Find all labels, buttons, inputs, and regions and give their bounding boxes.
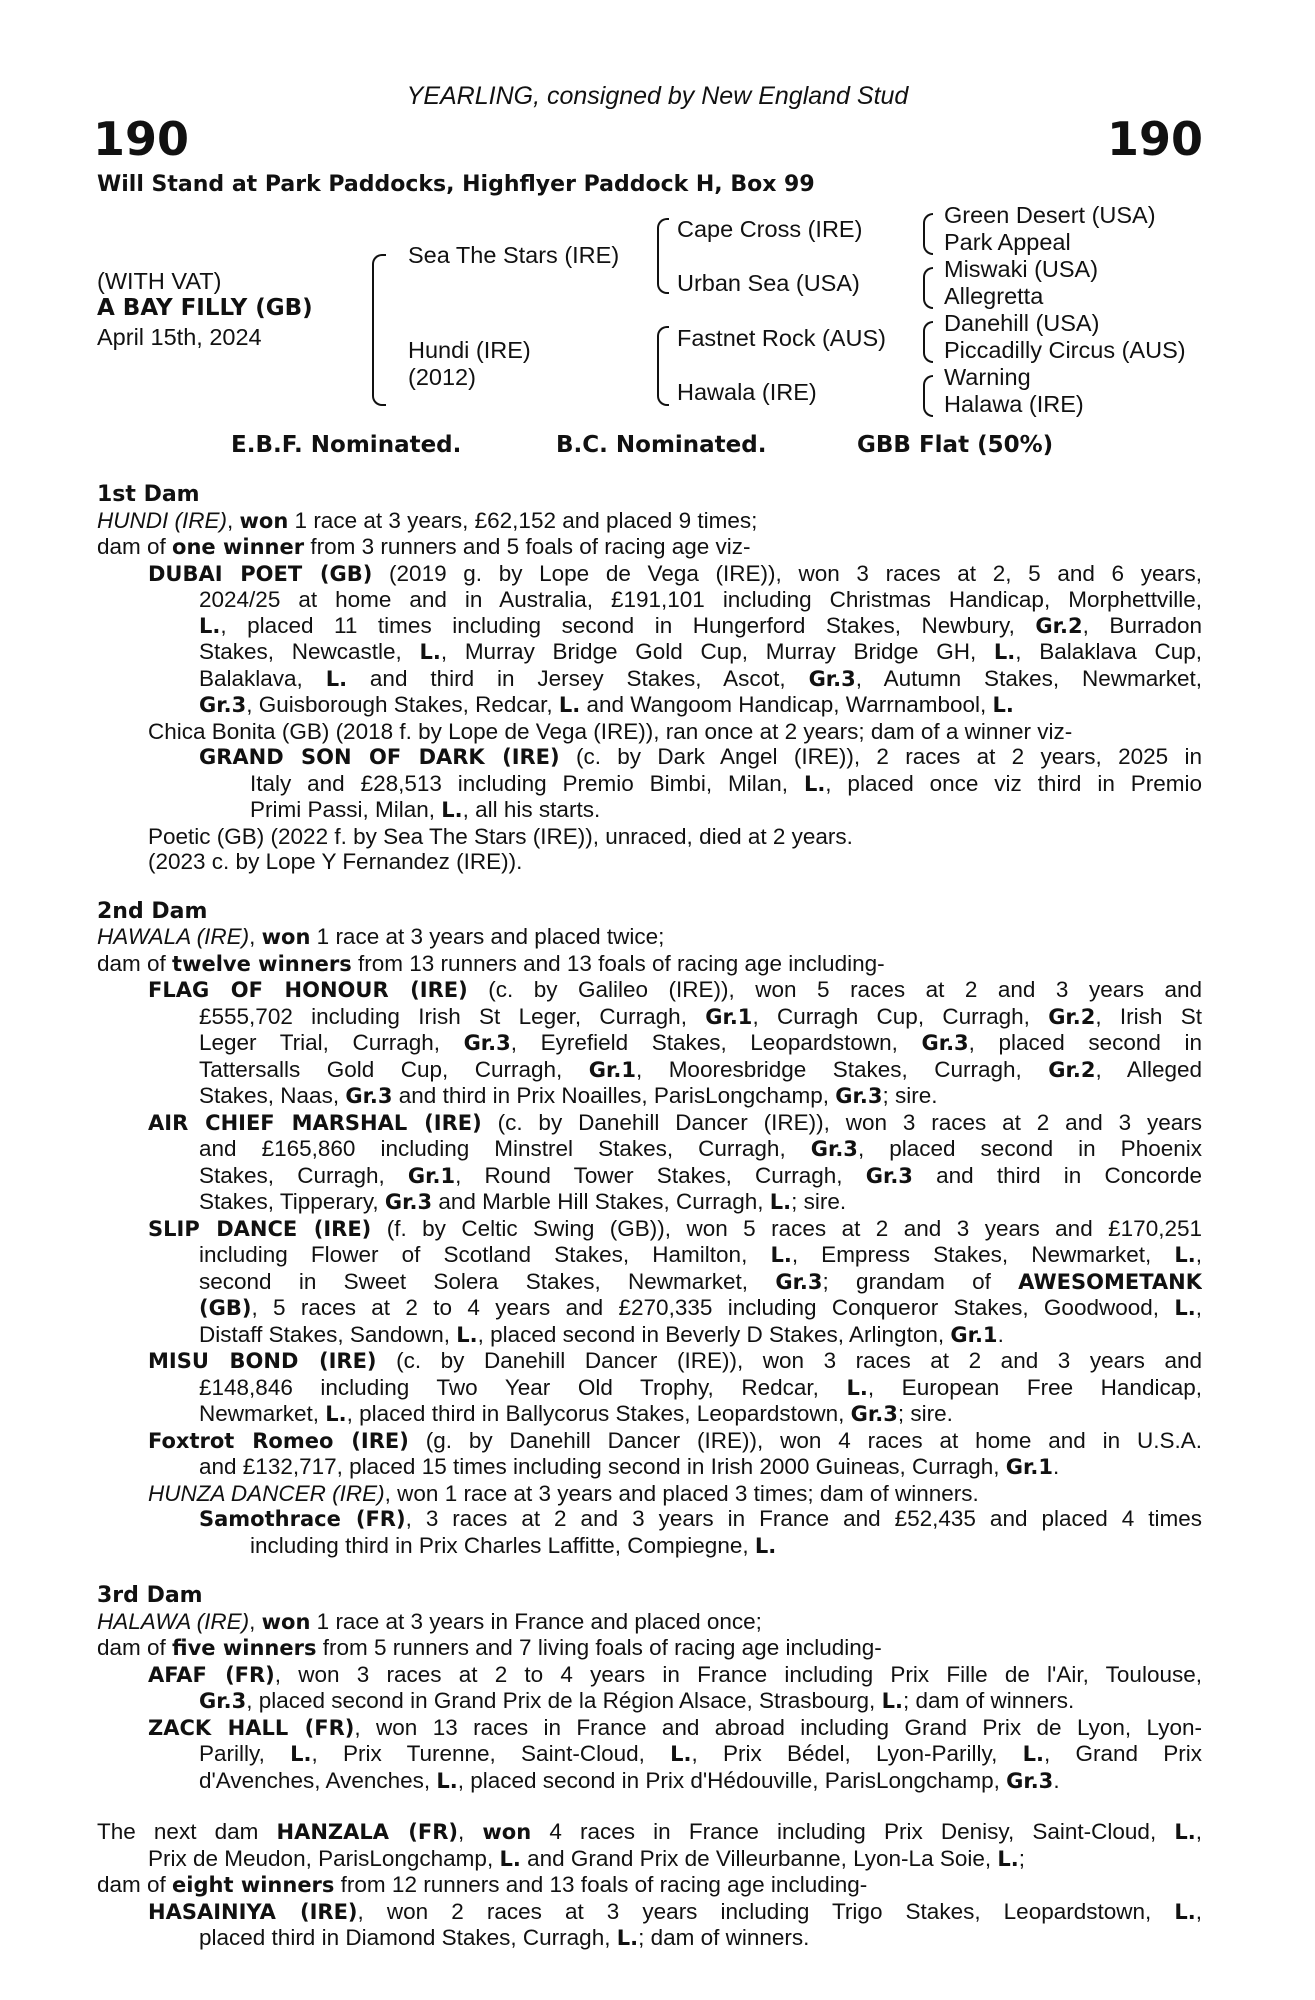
dam2-line: Stakes, Curragh, Gr.1, Round Tower Stakes, Curragh, Gr.3 and third in Concorde	[199, 1162, 1202, 1188]
pedigree-brace-dam	[657, 326, 669, 406]
dam2-line: including Flower of Scotland Stakes, Hamilton, L., Empress Stakes, Newmarket, L.,	[199, 1242, 1202, 1267]
dam2-line: Newmarket, L., placed third in Ballycorus Stakes, Leopardstown, Gr.3; sire.	[199, 1401, 953, 1426]
dam2-line: Leger Trial, Curragh, Gr.3, Eyrefield Stakes, Leopardstown, Gr.3, placed second in	[199, 1030, 1202, 1055]
dam2-line: HAWALA (IRE), won 1 race at 3 years and placed twice;	[97, 924, 665, 949]
dam3-line: HALAWA (IRE), won 1 race at 3 years in France and placed once;	[97, 1608, 762, 1634]
dam2-line: Stakes, Naas, Gr.3 and third in Prix Noailles, ParisLongchamp, Gr.3; sire.	[199, 1083, 938, 1108]
dam1-line: Stakes, Newcastle, L., Murray Bridge Gold Cup, Murray Bridge GH, L., Balaklava Cup,	[199, 639, 1202, 664]
pedigree-sire-dam: Urban Sea (USA)	[677, 270, 860, 296]
next-dam-line: Prix de Meudon, ParisLongchamp, L. and Grand Prix de Villeurbanne, Lyon-La Soie, L.;	[148, 1845, 1025, 1871]
pedigree-sds: Miswaki (USA)	[944, 256, 1099, 282]
dam2-line: Tattersalls Gold Cup, Curragh, Gr.1, Mooresbridge Stakes, Curragh, Gr.2, Alleged	[199, 1056, 1202, 1082]
pedigree-brace-dd	[923, 375, 933, 417]
vat-note: (WITH VAT)	[97, 268, 222, 294]
dam1-line: Chica Bonita (GB) (2018 f. by Lope de Vega (IRE)), ran once at 2 years; dam of a winner viz-	[148, 718, 1073, 744]
dam2-line: £555,702 including Irish St Leger, Curragh, Gr.1, Curragh Cup, Curragh, Gr.2, Irish St	[199, 1003, 1202, 1029]
gbb-flat: GBB Flat (50%)	[857, 432, 1054, 458]
pedigree-sire: Sea The Stars (IRE)	[408, 242, 620, 268]
dam1-line: 2024/25 at home and in Australia, £191,101 including Christmas Handicap, Morphettville,	[199, 587, 1202, 612]
dam2-line: AIR CHIEF MARSHAL (IRE) (c. by Danehill Dancer (IRE)), won 3 races at 2 and 3 years	[148, 1109, 1202, 1135]
dam3-line: Gr.3, placed second in Grand Prix de la Région Alsace, Strasbourg, L.; dam of winners.	[199, 1688, 1075, 1713]
next-dam-line: dam of eight winners from 12 runners and 13 foals of racing age including-	[97, 1872, 868, 1897]
pedigree-dsd: Piccadilly Circus (AUS)	[944, 337, 1186, 363]
pedigree-ssd: Park Appeal	[944, 229, 1071, 255]
pedigree-brace-ds	[923, 321, 933, 363]
pedigree-dam-year: (2012)	[408, 364, 476, 390]
pedigree-brace-sire	[657, 218, 669, 294]
dam1-line: L., placed 11 times including second in Hungerford Stakes, Newbury, Gr.2, Burradon	[199, 612, 1202, 638]
pedigree-brace-ss	[923, 213, 933, 255]
pedigree-brace-sd	[923, 267, 933, 309]
catalogue-body	[97, 482, 1202, 1952]
pedigree-dds: Warning	[944, 364, 1031, 390]
dam1-line: (2023 c. by Lope Y Fernandez (IRE)).	[148, 849, 523, 874]
consignment-line: YEARLING, consigned by New England Stud	[406, 82, 909, 110]
dam2-line: including third in Prix Charles Laffitte, Compiegne, L.	[250, 1532, 777, 1558]
pedigree-dss: Danehill (USA)	[944, 310, 1100, 336]
pedigree-dam: Hundi (IRE)	[408, 337, 531, 363]
dam2-line: dam of twelve winners from 13 runners and 13 foals of racing age including-	[97, 950, 885, 976]
pedigree-sire-sire: Cape Cross (IRE)	[677, 216, 863, 242]
dam2-line: Stakes, Tipperary, Gr.3 and Marble Hill Stakes, Curragh, L.; sire.	[199, 1189, 847, 1214]
dam1-line: HUNDI (IRE), won 1 race at 3 years, £62,152 and placed 9 times;	[97, 507, 758, 533]
dam1-line: GRAND SON OF DARK (IRE) (c. by Dark Angel (IRE)), 2 races at 2 years, 2025 in	[199, 744, 1202, 769]
dam3-line: AFAF (FR), won 3 races at 2 to 4 years in France including Prix Fille de l'Air, Toulouse,	[148, 1661, 1202, 1687]
next-dam-line: HASAINIYA (IRE), won 2 races at 3 years including Trigo Stakes, Leopardstown, L.,	[148, 1898, 1202, 1924]
bc-nomination: B.C. Nominated.	[556, 432, 767, 458]
pedigree-dam-sire: Fastnet Rock (AUS)	[677, 325, 886, 351]
second-dam-heading: 2nd Dam	[97, 898, 208, 924]
dam2-line: £148,846 including Two Year Old Trophy, Redcar, L., European Free Handicap,	[199, 1374, 1202, 1400]
foaling-date: April 15th, 2024	[97, 324, 262, 350]
next-dam-line: placed third in Diamond Stakes, Curragh, L.; dam of winners.	[199, 1925, 810, 1950]
dam2-line: and £165,860 including Minstrel Stakes, Curragh, Gr.3, placed second in Phoenix	[199, 1136, 1202, 1161]
lot-number-right: 190	[1106, 112, 1203, 166]
dam2-line: Distaff Stakes, Sandown, L., placed second in Beverly D Stakes, Arlington, Gr.1.	[199, 1321, 1004, 1347]
lot-number-left: 190	[93, 112, 190, 166]
dam1-line: dam of one winner from 3 runners and 5 foals of racing age viz-	[97, 534, 751, 559]
dam1-line: Gr.3, Guisborough Stakes, Redcar, L. and Wangoom Handicap, Warrnambool, L.	[199, 692, 1014, 717]
third-dam-heading: 3rd Dam	[97, 1583, 203, 1608]
pedigree-sdd: Allegretta	[944, 283, 1044, 309]
dam1-line: Poetic (GB) (2022 f. by Sea The Stars (IRE)), unraced, died at 2 years.	[148, 823, 853, 849]
dam1-line: DUBAI POET (GB) (2019 g. by Lope de Vega (IRE)), won 3 races at 2, 5 and 6 years,	[148, 560, 1202, 586]
dam1-line: Balaklava, L. and third in Jersey Stakes, Ascot, Gr.3, Autumn Stakes, Newmarket,	[199, 665, 1202, 691]
dam1-line: Primi Passi, Milan, L., all his starts.	[250, 797, 601, 822]
dam2-line: Samothrace (FR), 3 races at 2 and 3 years in France and £52,435 and placed 4 times	[199, 1506, 1202, 1531]
dam2-line: second in Sweet Solera Stakes, Newmarket, Gr.3; grandam of AWESOMETANK	[199, 1268, 1202, 1294]
dam3-line: d'Avenches, Avenches, L., placed second in Prix d'Hédouville, ParisLongchamp, Gr.3.	[199, 1767, 1060, 1793]
first-dam-heading: 1st Dam	[97, 482, 200, 507]
pedigree-sss: Green Desert (USA)	[944, 202, 1156, 228]
dam2-line: Foxtrot Romeo (IRE) (g. by Danehill Dancer (IRE)), won 4 races at home and in U.S.A.	[148, 1427, 1202, 1453]
dam3-line: dam of five winners from 5 runners and 7 living foals of racing age including-	[97, 1635, 882, 1660]
dam2-line: SLIP DANCE (IRE) (f. by Celtic Swing (GB)), won 5 races at 2 and 3 years and £170,251	[148, 1215, 1202, 1241]
dam2-line: FLAG OF HONOUR (IRE) (c. by Galileo (IRE)), won 5 races at 2 and 3 years and	[148, 977, 1202, 1002]
pedigree-brace-main	[372, 254, 386, 406]
stand-location: Will Stand at Park Paddocks, Highflyer Paddock H, Box 99	[97, 172, 815, 197]
ebf-nomination: E.B.F. Nominated.	[231, 432, 462, 458]
pedigree-ddd: Halawa (IRE)	[944, 391, 1084, 417]
dam1-line: Italy and £28,513 including Premio Bimbi, Milan, L., placed once viz third in Premio	[250, 770, 1202, 796]
dam2-line: MISU BOND (IRE) (c. by Danehill Dancer (IRE)), won 3 races at 2 and 3 years and	[148, 1348, 1202, 1373]
lot-title: A BAY FILLY (GB)	[97, 295, 313, 321]
dam2-line: and £132,717, placed 15 times including second in Irish 2000 Guineas, Curragh, Gr.1.	[199, 1454, 1060, 1479]
dam3-line: Parilly, L., Prix Turenne, Saint-Cloud, L., Prix Bédel, Lyon-Parilly, L., Grand Prix	[199, 1741, 1202, 1766]
pedigree-dam-dam: Hawala (IRE)	[677, 379, 817, 405]
dam2-line: (GB), 5 races at 2 to 4 years and £270,335 including Conqueror Stakes, Goodwood, L.,	[199, 1295, 1202, 1320]
next-dam-line: The next dam HANZALA (FR), won 4 races in France including Prix Denisy, Saint-Cloud, L.,	[97, 1819, 1202, 1844]
dam2-line: HUNZA DANCER (IRE), won 1 race at 3 years and placed 3 times; dam of winners.	[148, 1480, 979, 1506]
dam3-line: ZACK HALL (FR), won 13 races in France and abroad including Grand Prix de Lyon, Lyon-	[148, 1714, 1202, 1740]
